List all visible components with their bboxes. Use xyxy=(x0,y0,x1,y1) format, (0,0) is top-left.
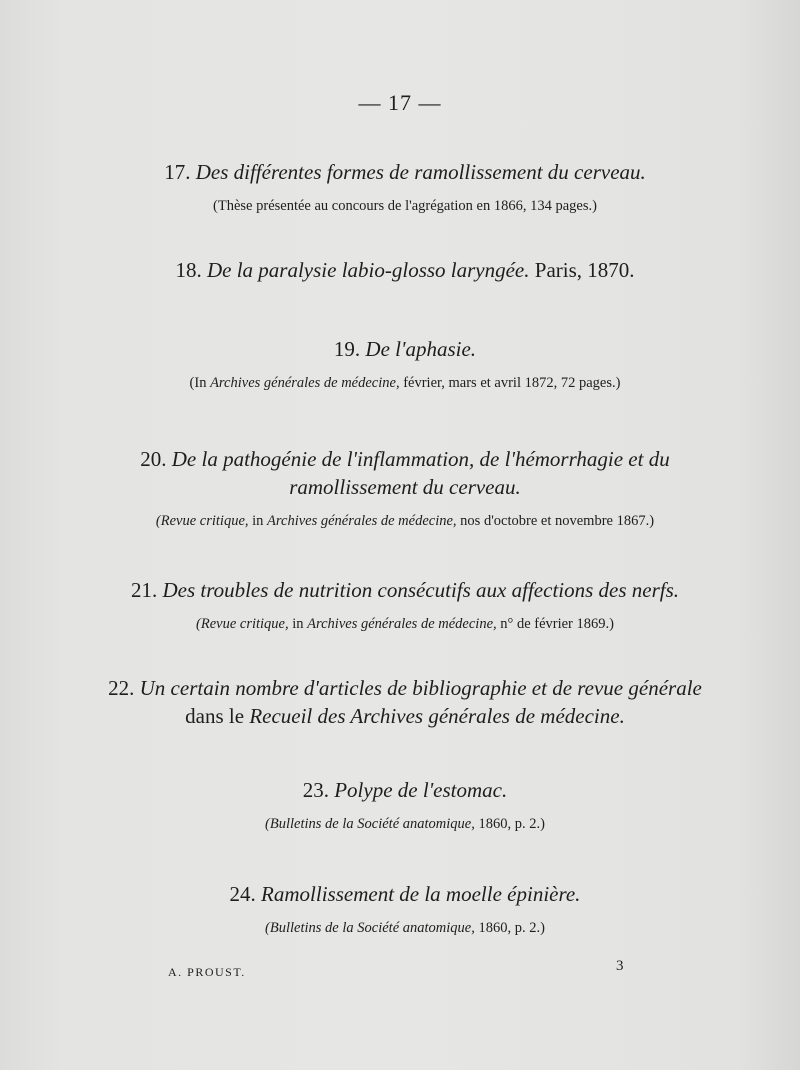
entry-title xyxy=(100,256,710,284)
entry-18 xyxy=(100,256,710,284)
entry-19 xyxy=(100,335,710,393)
page-number: — 17 — xyxy=(358,90,442,115)
entry-title-text: De la paralysie labio-glosso laryngée. xyxy=(206,258,530,282)
entry-title-line2 xyxy=(100,702,710,730)
entry-title-prefix: dans le xyxy=(185,704,245,728)
entry-title-text: De l'aphasie. xyxy=(365,337,477,361)
entry-title xyxy=(100,576,710,604)
entry-citation xyxy=(100,373,710,393)
entry-citation xyxy=(100,918,710,938)
citation-journal: (Bulletins de la Société anatomique, xyxy=(265,920,475,936)
entry-title-suffix: Paris, 1870. xyxy=(534,258,635,282)
entry-23 xyxy=(100,776,710,834)
entry-number: 24. xyxy=(229,882,256,906)
citation-details: 1860, p. 2.) xyxy=(478,920,545,936)
entry-title-text: Un certain nombre d'articles de bibliographie et de revue générale xyxy=(139,676,702,700)
entry-title-text: Des troubles de nutrition consécutifs aux affections des nerfs. xyxy=(162,578,680,602)
citation-prefix: (Revue critique, xyxy=(155,513,249,529)
citation-journal: Archives générales de médecine, xyxy=(307,616,497,632)
entry-21 xyxy=(100,576,710,634)
entry-title xyxy=(95,445,715,501)
citation-journal: (Bulletins de la Société anatomique, xyxy=(265,816,475,832)
citation-journal: Archives générales de médecine, xyxy=(210,375,400,391)
footer-author: A. PROUST. xyxy=(168,965,246,979)
entry-number: 21. xyxy=(130,578,158,602)
citation-details: nos d'octobre et novembre 1867.) xyxy=(460,513,655,529)
entry-title-text: Polype de l'estomac. xyxy=(334,778,508,802)
entry-citation: (Thèse présentée au concours de l'agrégation en 1866, 134 pages.) xyxy=(213,198,597,214)
citation-in: in xyxy=(252,513,264,529)
entry-title-text: De la pathogénie de l'inflammation, de l'hémorrhagie et du ramollissement du cerveau. xyxy=(171,447,670,499)
entry-citation xyxy=(100,614,710,634)
entry-22 xyxy=(100,674,710,730)
entry-number: 18. xyxy=(175,258,202,282)
entry-number: 20. xyxy=(140,447,167,471)
entry-number: 19. xyxy=(333,337,361,361)
citation-in: in xyxy=(292,616,304,632)
entry-citation xyxy=(95,511,715,531)
entry-title xyxy=(100,880,710,908)
footer-signature: 3 xyxy=(616,958,624,974)
entry-title xyxy=(100,158,710,186)
citation-journal: Archives générales de médecine, xyxy=(267,513,457,529)
entry-20 xyxy=(95,445,715,531)
entry-number: 23. xyxy=(302,778,329,802)
entry-title-text: Recueil des Archives générales de médecine. xyxy=(249,704,625,728)
entry-title-text: Ramollissement de la moelle épinière. xyxy=(261,882,581,906)
entry-title xyxy=(100,776,710,804)
entry-number: 22. xyxy=(108,676,135,700)
entry-title xyxy=(100,674,710,702)
entry-24 xyxy=(100,880,710,938)
entry-title xyxy=(100,335,710,363)
citation-prefix: (In xyxy=(189,375,207,391)
entry-title-text: Des différentes formes de ramollissement du cerveau. xyxy=(195,160,646,184)
citation-details: février, mars et avril 1872, 72 pages.) xyxy=(403,375,621,391)
citation-details: 1860, p. 2.) xyxy=(478,816,545,832)
citation-details: n° de février 1869.) xyxy=(500,616,614,632)
entry-citation xyxy=(100,814,710,834)
entry-17 xyxy=(100,158,710,216)
entry-number: 17. xyxy=(164,160,191,184)
citation-prefix: (Revue critique, xyxy=(196,616,289,632)
